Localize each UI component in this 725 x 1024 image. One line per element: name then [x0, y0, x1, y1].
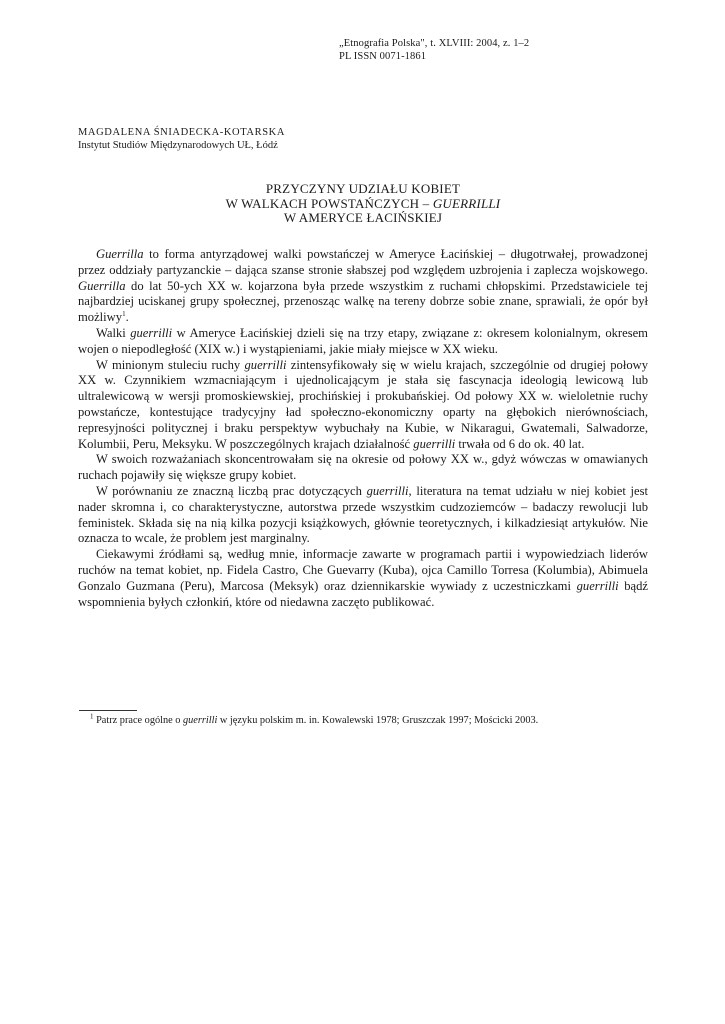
- footnote-divider: [79, 710, 137, 711]
- author-affiliation: Instytut Studiów Międzynarodowych UŁ, Łódź: [78, 140, 278, 151]
- paragraph-text: W porównaniu ze znaczną liczbą prac dotyczących: [96, 483, 367, 498]
- italic-term: Guerrilla: [78, 278, 126, 293]
- paragraph-text: do lat 50-ych XX w. kojarzona była przede wszystkim z ruchami chłopskimi. Przedstawiciele tej najbardziej uciskanej grupy społecznej, przenosząc walkę na tereny dobrze sobie znane, sprawiali, że opór był możliwy: [78, 278, 648, 325]
- footnote-part: Patrz prace ogólne o: [96, 715, 183, 726]
- title-line-1: PRZYCZYNY UDZIAŁU KOBIET: [265, 181, 461, 196]
- italic-term: guerrilli: [244, 357, 287, 372]
- author-block: [78, 126, 285, 152]
- title-line-2: [78, 197, 648, 212]
- paragraph-text: to forma antyrządowej walki powstańczej w Ameryce Łacińskiej – długotrwałej, prowadzonej przez oddziały partyzanckie – dająca szanse stronie słabszej pod względem uzbrojenia i zaplecza wojskowego.: [78, 247, 648, 277]
- paragraph-text: bądź wspomnienia byłych członkiń, które od niedawna zaczęto publikować.: [78, 578, 648, 609]
- italic-term: guerrilli: [366, 483, 409, 498]
- paragraph-text: .: [125, 310, 129, 325]
- italic-term: guerrilli: [130, 325, 173, 340]
- paragraph-5: [78, 484, 648, 547]
- author-name: MAGDALENA ŚNIADECKA-KOTARSKA: [78, 127, 285, 138]
- paragraph-3: [78, 358, 648, 453]
- paragraph-4: W swoich rozważaniach skoncentrowałam się na okresie od połowy XX w., gdyż wówczas w omawianych ruchach pojawiły się większe grupy kobiet.: [78, 452, 648, 483]
- italic-term: guerrilli: [183, 715, 218, 726]
- paragraph-1: [78, 247, 648, 326]
- italic-term: guerrilli: [576, 578, 619, 593]
- footnote-text: [78, 714, 648, 727]
- article-title: [78, 182, 648, 226]
- paragraph-6: [78, 547, 648, 610]
- journal-header: [339, 38, 529, 63]
- title-line-3: W AMERYCE ŁACIŃSKIEJ: [283, 210, 443, 226]
- paragraph-text: zintensyfikowały się w wielu krajach, szczególnie od drugiej połowy XX w. Czynnikiem wzmacniającym i ujednolicającym je stała się fascynacja ideologią lewicową lub ultralewicową w wersji promoskiewskiej, prochińskiej i prokubańskiej. Od połowy XX w. wieloletnie ruchy powstańcze, kontestujące tradycyjny ład społeczno-ekonomiczny oparty na głębokich nierównościach, represyjności politycznej i braku perspektyw wybuchały na Kubie, w Nikaragui, Gwatemali, Salwadorze, Kolumbii, Peru, Meksyku. W poszczególnych krajach działalność: [78, 357, 649, 451]
- italic-term: Guerrilla: [96, 247, 144, 261]
- issn-line: PL ISSN 0071-1861: [339, 50, 427, 62]
- title-line-2-text: W WALKACH POWSTAŃCZYCH –: [225, 195, 433, 211]
- title-line-2-italic: GUERRILLI: [432, 195, 501, 211]
- footnote-mark: 1: [90, 712, 94, 721]
- paragraph-text: Walki: [96, 325, 131, 340]
- journal-citation: „Etnografia Polska", t. XLVIII: 2004, z. 1–2: [339, 38, 530, 49]
- article-body: [78, 247, 648, 610]
- paragraph-text: , literatura na temat udziału w niej kobiet jest nader skromna i, co charakterystyczne, autorstwa przede wszystkim cudzoziemców – badaczy rewolucji lub feministek. Składa się na nią kilka pozycji książkowych, głównie teoretycznych, i kilkadziesiąt artykułów. Nie oznacza to wcale, że problem jest marginalny.: [78, 483, 648, 546]
- italic-term: guerrilli: [413, 436, 456, 451]
- paragraph-text: Ciekawymi źródłami są, według mnie, informacje zawarte w programach partii i wypowiedziach liderów ruchów na temat kobiet, np. Fidela Castro, Che Guevarry (Kuba), ojca Camillo Torresa (Kolumbia), Abimuela Gonzalo Guzmana (Peru), Marcosa (Meksyk) oraz dziennikarskie wywiady z uczestniczkami: [78, 547, 648, 593]
- paragraph-text: trwała od 6 do ok. 40 lat.: [455, 436, 585, 451]
- paragraph-text: W minionym stuleciu ruchy: [96, 357, 245, 372]
- footnote-1: [78, 714, 648, 727]
- paragraph-2: [78, 326, 648, 358]
- footnote-part: w języku polskim m. in. Kowalewski 1978; Gruszczak 1997; Mościcki 2003.: [217, 715, 539, 726]
- footnote-reference[interactable]: 1: [122, 310, 126, 318]
- paragraph-text: w Ameryce Łacińskiej dzieli się na trzy etapy, związane z: okresem kolonialnym, okresem wojen o niepodległość (XIX w.) i wystąpieniami, jakie miały miejsce w XX wieku.: [78, 325, 648, 356]
